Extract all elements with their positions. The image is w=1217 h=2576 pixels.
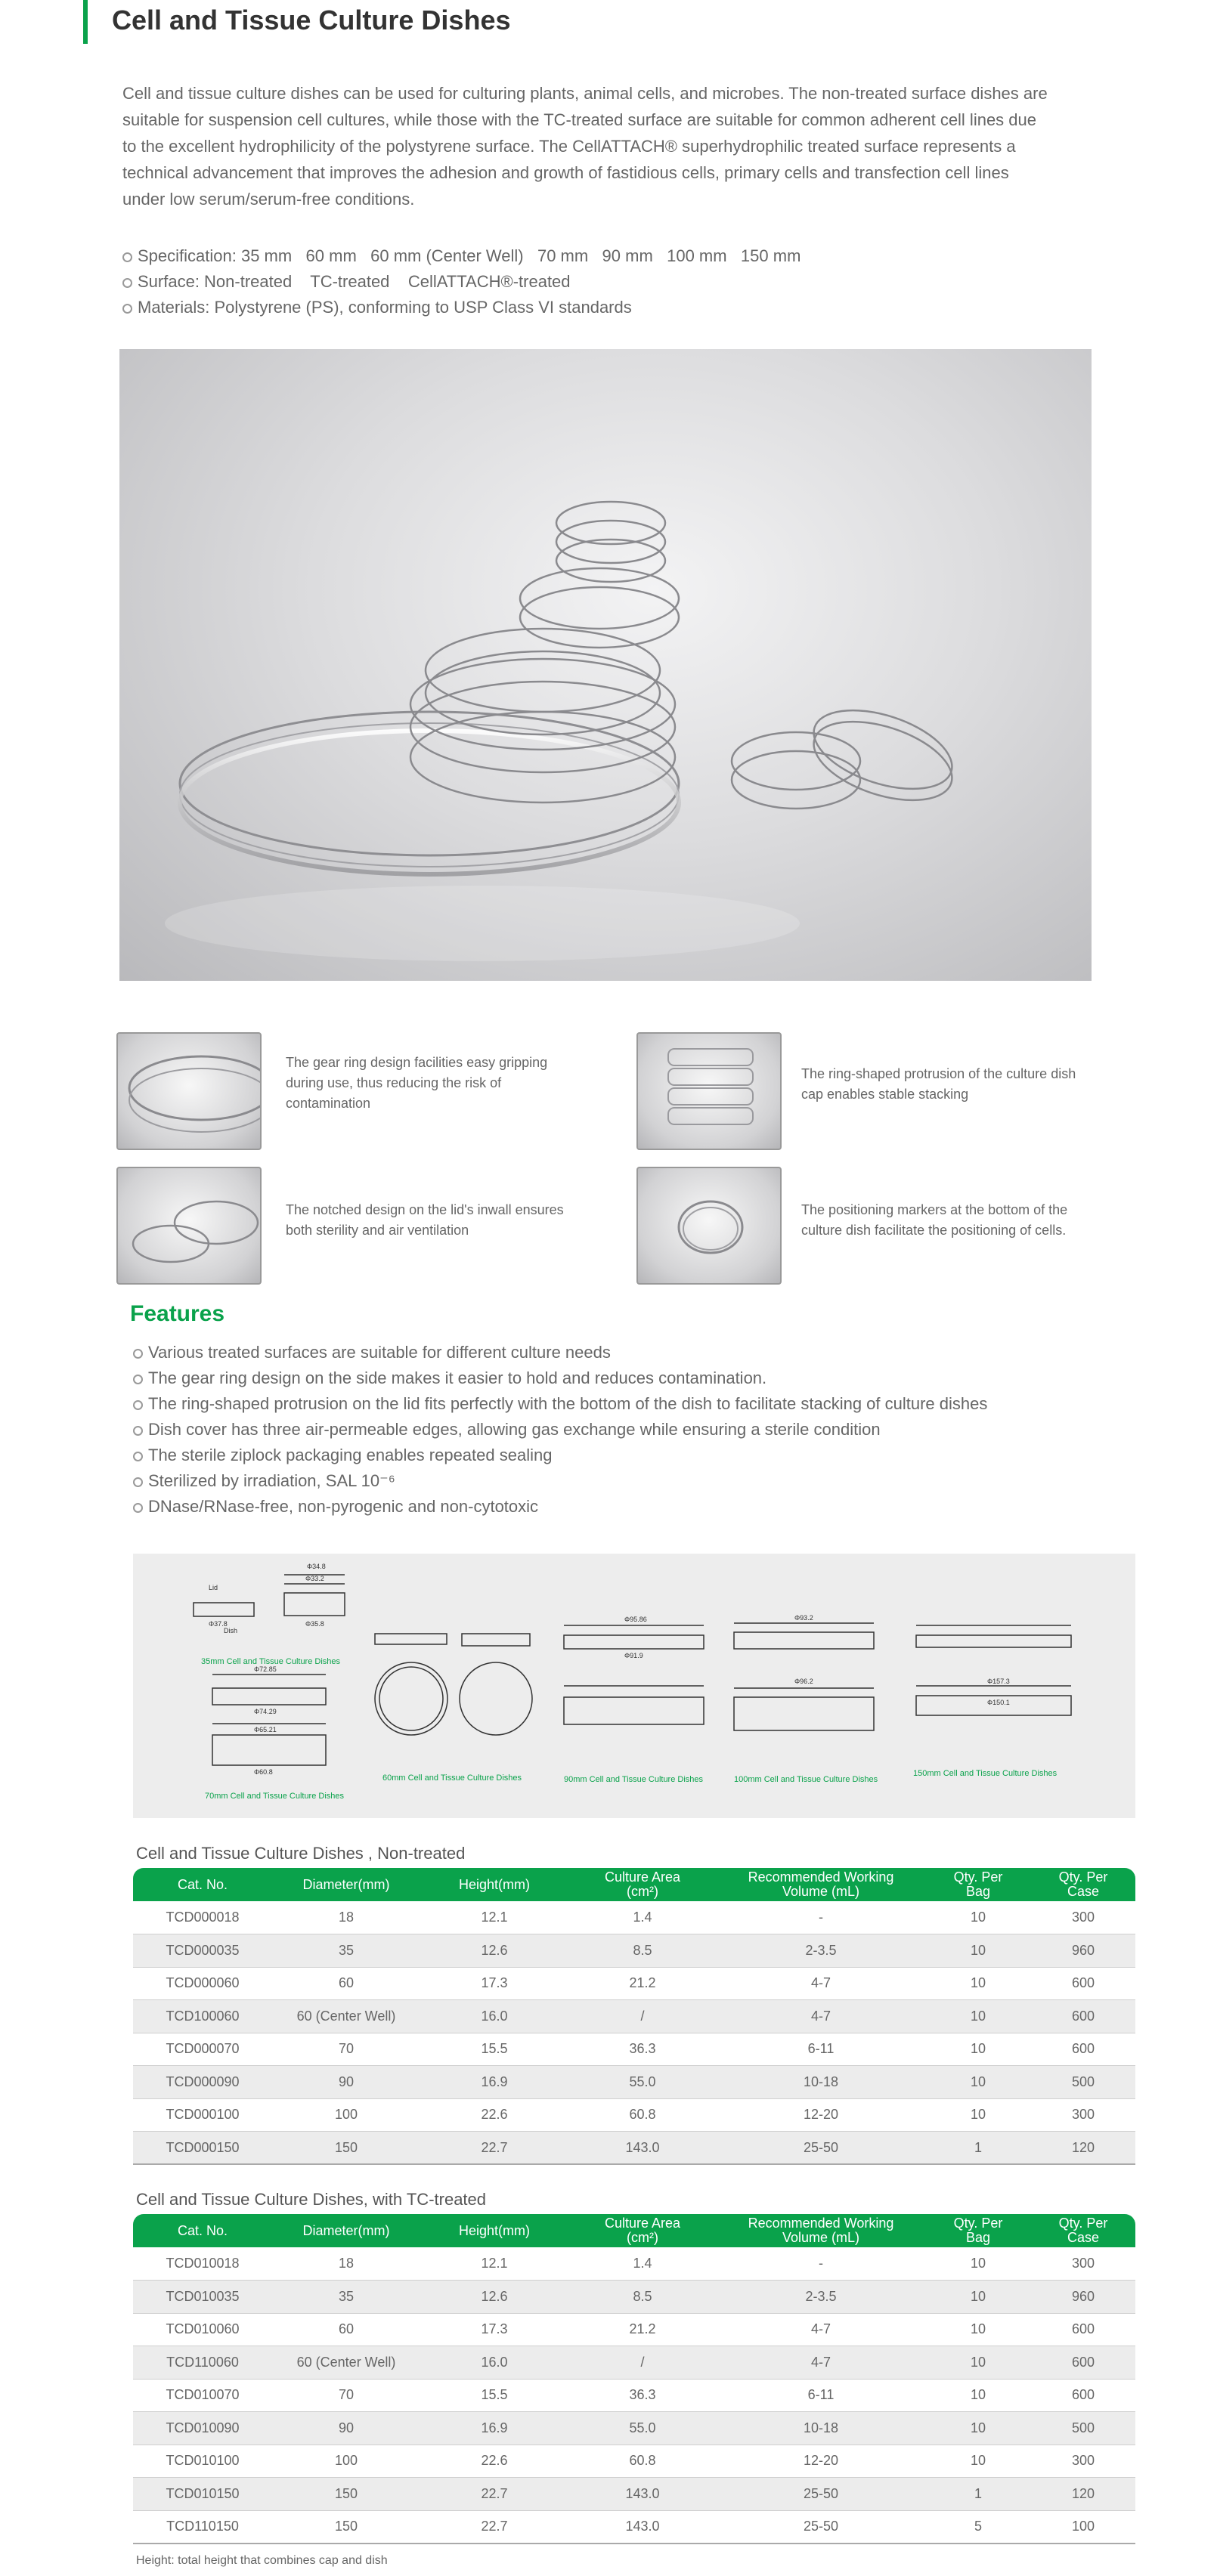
table-cell: 10 (925, 2066, 1031, 2099)
dim-label: Φ95.86 (624, 1616, 647, 1623)
table-row (133, 2412, 1135, 2445)
height-footnote: Height: total height that combines cap and dish (136, 2554, 388, 2567)
table-cell: 90 (272, 2066, 420, 2099)
detail-text-gear-ring: The gear ring design facilities easy gripping during use, thus reducing the risk of contamination (286, 1055, 548, 1111)
table-cell: 35 (272, 2281, 420, 2314)
table-cell: 10 (925, 2445, 1031, 2478)
column-header: Height(mm) (420, 1868, 568, 1901)
spec-item-surface: Surface: Non-treated TC-treated CellATTACH®-treated (122, 269, 800, 295)
dim-label: Φ37.8 (209, 1620, 228, 1628)
table-cell: 60 (Center Well) (272, 2000, 420, 2033)
dish-label: Dish (224, 1627, 238, 1634)
table-row (133, 2510, 1135, 2544)
table-row (133, 2000, 1135, 2033)
table-cell: TCD000018 (133, 1901, 272, 1934)
table-cell: 960 (1031, 2281, 1135, 2314)
table-cell: 16.0 (420, 2000, 568, 2033)
table-cell: 1.4 (568, 1901, 717, 1934)
table-row (133, 2379, 1135, 2412)
table-cell: 22.6 (420, 2098, 568, 2132)
table-cell: 60 (Center Well) (272, 2346, 420, 2380)
dim-label: Φ74.29 (254, 1708, 277, 1715)
features-title: Features (130, 1301, 225, 1326)
table-cell: 5 (925, 2510, 1031, 2544)
table-cell: 21.2 (568, 1967, 717, 2000)
table-cell: TCD010018 (133, 2247, 272, 2281)
table-cell: 12-20 (717, 2098, 925, 2132)
table-cell: 8.5 (568, 2281, 717, 2314)
table-cell: 500 (1031, 2412, 1135, 2445)
table-cell: TCD010150 (133, 2478, 272, 2511)
table-cell: 22.6 (420, 2445, 568, 2478)
table-cell: 2-3.5 (717, 1934, 925, 1968)
table-cell: TCD110150 (133, 2510, 272, 2544)
table-cell: 12.1 (420, 1901, 568, 1934)
table-cell: 16.9 (420, 2066, 568, 2099)
column-header: Qty. Per Case (1031, 1868, 1135, 1901)
table-caption-tc-treated: Cell and Tissue Culture Dishes, with TC-treated (136, 2190, 487, 2209)
column-header: Cat. No. (133, 2214, 272, 2247)
table-cell: 6-11 (717, 2379, 925, 2412)
table-cell: TCD110060 (133, 2346, 272, 2380)
table-cell: 4-7 (717, 2346, 925, 2380)
drawing-caption-150mm: 150mm Cell and Tissue Culture Dishes (913, 1769, 1058, 1778)
table-cell: 15.5 (420, 2033, 568, 2066)
table-cell: 18 (272, 2247, 420, 2281)
title-accent-bar (83, 0, 88, 44)
table-cell: TCD000090 (133, 2066, 272, 2099)
notched-lid-icon (118, 1168, 262, 1285)
table-cell: 120 (1031, 2478, 1135, 2511)
table-cell: TCD000035 (133, 1934, 272, 1968)
table-cell: 12.6 (420, 1934, 568, 1968)
tc-treated-table (133, 2214, 1135, 2544)
dim-label: Φ65.21 (254, 1726, 277, 1733)
stacking-icon (638, 1034, 782, 1150)
table-row (133, 1934, 1135, 1968)
table-cell: / (568, 2000, 717, 2033)
table-cell: 10 (925, 1967, 1031, 2000)
table-cell: 4-7 (717, 1967, 925, 2000)
table-cell: TCD010100 (133, 2445, 272, 2478)
table-cell: 10 (925, 2247, 1031, 2281)
feature-item: The ring-shaped protrusion on the lid fits perfectly with the bottom of the dish to facilitate stacking of culture dishes (133, 1391, 987, 1417)
table-cell: 143.0 (568, 2478, 717, 2511)
column-header: Qty. Per Case (1031, 2214, 1135, 2247)
feature-item: Various treated surfaces are suitable for different culture needs (133, 1340, 987, 1365)
table-header-row (133, 2214, 1135, 2247)
table-cell: 12.6 (420, 2281, 568, 2314)
dim-label: Φ72.85 (254, 1665, 277, 1673)
table-cell: 60.8 (568, 2445, 717, 2478)
table-cell: 10 (925, 2346, 1031, 2380)
column-header: Height(mm) (420, 2214, 568, 2247)
table-row (133, 2033, 1135, 2066)
table-cell: 600 (1031, 2346, 1135, 2380)
table-row (133, 2132, 1135, 2165)
table-cell: 60 (272, 2313, 420, 2346)
table-header-row (133, 1868, 1135, 1901)
table-cell: 600 (1031, 2313, 1135, 2346)
table-cell: 600 (1031, 1967, 1135, 2000)
table-cell: 300 (1031, 2247, 1135, 2281)
table-cell: 600 (1031, 2033, 1135, 2066)
table-cell: 10 (925, 2281, 1031, 2314)
table-cell: 8.5 (568, 1934, 717, 1968)
features-list (133, 1340, 987, 1520)
table-cell: 70 (272, 2033, 420, 2066)
column-header: Diameter(mm) (272, 2214, 420, 2247)
drawing-caption-90mm: 90mm Cell and Tissue Culture Dishes (564, 1775, 704, 1784)
table-cell: TCD010035 (133, 2281, 272, 2314)
table-cell: 22.7 (420, 2478, 568, 2511)
table-cell: / (568, 2346, 717, 2380)
drawing-caption-60mm: 60mm Cell and Tissue Culture Dishes (382, 1774, 522, 1783)
table-cell: 10 (925, 1934, 1031, 1968)
drawing-caption-100mm: 100mm Cell and Tissue Culture Dishes (734, 1775, 878, 1784)
table-cell: 1 (925, 2132, 1031, 2165)
table-cell: 600 (1031, 2379, 1135, 2412)
gear-ring-icon (118, 1034, 262, 1150)
table-row (133, 2346, 1135, 2380)
table-cell: TCD100060 (133, 2000, 272, 2033)
table-row (133, 2066, 1135, 2099)
table-cell: 22.7 (420, 2510, 568, 2544)
table-caption-non-treated: Cell and Tissue Culture Dishes , Non-treated (136, 1844, 466, 1863)
table-cell: 25-50 (717, 2510, 925, 2544)
table-cell: 143.0 (568, 2510, 717, 2544)
table-cell: 16.9 (420, 2412, 568, 2445)
table-cell: 18 (272, 1901, 420, 1934)
table-cell: 55.0 (568, 2412, 717, 2445)
drawing-caption-35mm: 35mm Cell and Tissue Culture Dishes (201, 1657, 341, 1666)
spec-item-specification: Specification: 35 mm 60 mm 60 mm (Center Well) 70 mm 90 mm 100 mm 150 mm (122, 243, 800, 269)
dim-label: Φ157.3 (987, 1678, 1010, 1685)
table-cell: 12.1 (420, 2247, 568, 2281)
table-cell: 60 (272, 1967, 420, 2000)
table-cell: 10 (925, 2313, 1031, 2346)
table-cell: 4-7 (717, 2313, 925, 2346)
table-cell: TCD000100 (133, 2098, 272, 2132)
table-cell: TCD010090 (133, 2412, 272, 2445)
table-cell: 1 (925, 2478, 1031, 2511)
table-cell: 10-18 (717, 2066, 925, 2099)
spec-list (122, 243, 800, 320)
intro-paragraph: Cell and tissue culture dishes can be used for culturing plants, animal cells, and microbes. The non-treated surface dishes are suitable for suspension cell cultures, while those with the TC-treated surface are suitable for common adherent cell lines due to the excellent hydrophilicity of the polystyrene surface. The CellATTACH® superhydrophilic treated surface represents a technical advancement that improves the adhesion and growth of fastidious cells, primary cells and transfection cell lines under low serum/serum-free conditions. (122, 84, 1048, 209)
table-cell: TCD000070 (133, 2033, 272, 2066)
table-cell: 10 (925, 2098, 1031, 2132)
table-cell: 36.3 (568, 2033, 717, 2066)
table-cell: 2-3.5 (717, 2281, 925, 2314)
dish-bottom-photo (636, 1167, 782, 1285)
table-row (133, 2247, 1135, 2281)
table-cell: 17.3 (420, 2313, 568, 2346)
table-row (133, 1967, 1135, 2000)
dim-label: Φ96.2 (794, 1678, 813, 1685)
dim-label: Φ34.8 (307, 1563, 326, 1570)
detail-text-notched-lid: The notched design on the lid's inwall ensures both sterility and air ventilation (286, 1202, 564, 1238)
technical-drawings-panel (133, 1554, 1135, 1818)
spec-item-materials: Materials: Polystyrene (PS), conforming to USP Class VI standards (122, 295, 800, 320)
drawing-caption-70mm: 70mm Cell and Tissue Culture Dishes (205, 1792, 345, 1801)
table-cell: TCD010060 (133, 2313, 272, 2346)
table-cell: 960 (1031, 1934, 1135, 1968)
feature-item: Dish cover has three air-permeable edges, allowing gas exchange while ensuring a sterile condition (133, 1417, 987, 1443)
dim-label: Φ91.9 (624, 1652, 643, 1659)
table-row (133, 2281, 1135, 2314)
column-header: Recommended Working Volume (mL) (717, 2214, 925, 2247)
table-cell: TCD000150 (133, 2132, 272, 2165)
table-cell: 300 (1031, 2098, 1135, 2132)
table-cell: 300 (1031, 1901, 1135, 1934)
column-header: Culture Area (cm²) (568, 1868, 717, 1901)
column-header: Qty. Per Bag (925, 1868, 1031, 1901)
dim-label: Φ35.8 (305, 1620, 324, 1628)
dim-label: Φ33.2 (305, 1575, 324, 1582)
table-cell: 10-18 (717, 2412, 925, 2445)
column-header: Recommended Working Volume (mL) (717, 1868, 925, 1901)
dim-label: Φ60.8 (254, 1768, 273, 1776)
table-cell: 70 (272, 2379, 420, 2412)
table-cell: 90 (272, 2412, 420, 2445)
column-header: Culture Area (cm²) (568, 2214, 717, 2247)
stacked-dishes-photo (636, 1032, 782, 1150)
table-cell: 150 (272, 2132, 420, 2165)
table-cell: 500 (1031, 2066, 1135, 2099)
table-cell: 15.5 (420, 2379, 568, 2412)
feature-item: The gear ring design on the side makes it easier to hold and reduces contamination. (133, 1365, 987, 1391)
culture-dishes-illustration (119, 349, 1092, 981)
table-cell: 10 (925, 2379, 1031, 2412)
column-header: Diameter(mm) (272, 1868, 420, 1901)
table-cell: 100 (1031, 2510, 1135, 2544)
table-cell: 10 (925, 2412, 1031, 2445)
table-cell: 12-20 (717, 2445, 925, 2478)
table-cell: 10 (925, 2000, 1031, 2033)
page-title: Cell and Tissue Culture Dishes (112, 5, 511, 36)
table-row (133, 2478, 1135, 2511)
table-cell: 100 (272, 2445, 420, 2478)
table-cell: 150 (272, 2510, 420, 2544)
table-cell: 100 (272, 2098, 420, 2132)
dimension-drawings (133, 1554, 1135, 1818)
table-cell: 4-7 (717, 2000, 925, 2033)
table-cell: 35 (272, 1934, 420, 1968)
table-cell: 120 (1031, 2132, 1135, 2165)
table-cell: 150 (272, 2478, 420, 2511)
table-cell: 10 (925, 1901, 1031, 1934)
open-lid-dish-photo (116, 1167, 262, 1285)
table-cell: 143.0 (568, 2132, 717, 2165)
table-cell: 55.0 (568, 2066, 717, 2099)
non-treated-table (133, 1868, 1135, 2165)
table-cell: 600 (1031, 2000, 1135, 2033)
feature-item: DNase/RNase-free, non-pyrogenic and non-cytotoxic (133, 1494, 987, 1520)
detail-text-stacking: The ring-shaped protrusion of the culture dish cap enables stable stacking (801, 1066, 1076, 1102)
table-cell: TCD000060 (133, 1967, 272, 2000)
table-cell: 17.3 (420, 1967, 568, 2000)
table-cell: 6-11 (717, 2033, 925, 2066)
table-cell: 60.8 (568, 2098, 717, 2132)
table-cell: 300 (1031, 2445, 1135, 2478)
feature-item: The sterile ziplock packaging enables repeated sealing (133, 1443, 987, 1468)
lid-label: Lid (209, 1584, 218, 1591)
table-cell: 16.0 (420, 2346, 568, 2380)
table-row (133, 2445, 1135, 2478)
table-cell: 22.7 (420, 2132, 568, 2165)
table-cell: 25-50 (717, 2478, 925, 2511)
table-cell: 10 (925, 2033, 1031, 2066)
table-row (133, 1901, 1135, 1934)
column-header: Cat. No. (133, 1868, 272, 1901)
dim-label: Φ93.2 (794, 1614, 813, 1622)
table-cell: - (717, 2247, 925, 2281)
table-cell: 36.3 (568, 2379, 717, 2412)
table-cell: - (717, 1901, 925, 1934)
detail-text-positioning: The positioning markers at the bottom of the culture dish facilitate the positioning of cells. (801, 1202, 1068, 1238)
column-header: Qty. Per Bag (925, 2214, 1031, 2247)
table-row (133, 2313, 1135, 2346)
table-cell: TCD010070 (133, 2379, 272, 2412)
feature-item: Sterilized by irradiation, SAL 10⁻⁶ (133, 1468, 987, 1494)
table-cell: 25-50 (717, 2132, 925, 2165)
product-hero-image (119, 349, 1092, 981)
positioning-marker-icon (638, 1168, 782, 1285)
table-row (133, 2098, 1135, 2132)
table-cell: 21.2 (568, 2313, 717, 2346)
dim-label: Φ150.1 (987, 1699, 1010, 1706)
gear-ring-dish-photo (116, 1032, 262, 1150)
table-cell: 1.4 (568, 2247, 717, 2281)
